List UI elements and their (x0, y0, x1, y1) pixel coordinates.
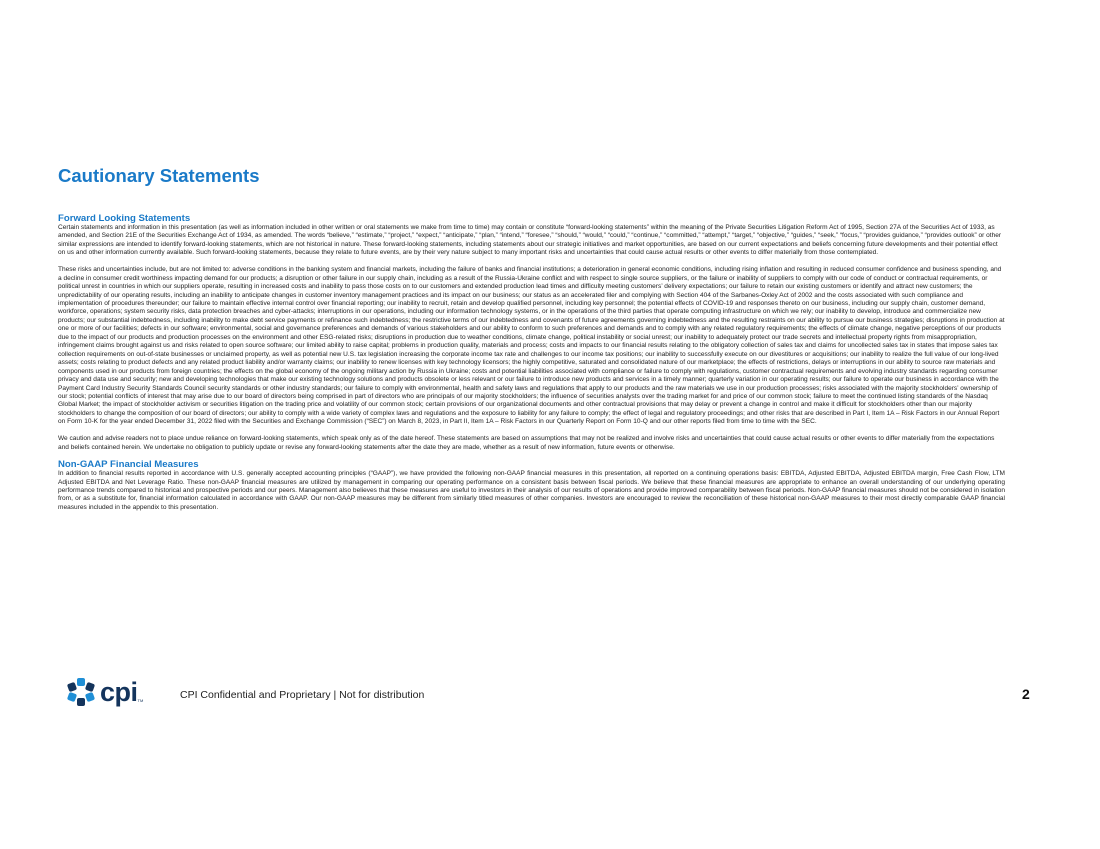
logo-petals (67, 678, 95, 706)
forward-looking-paragraph-3: We caution and advise readers not to place undue reliance on forward-looking statements, which speak only as of the date hereof. These statements are based on assumptions that may not be realized and involve risks and uncertainties that could cause actual results or other events to differ materially from the expectations and beliefs contained herein. We undertake no obligation to publicly update or revise any forward-looking statements after the date they are made, whether as a result of new information, future events or otherwise. (58, 435, 995, 451)
page-number: 2 (1022, 686, 1030, 702)
forward-looking-paragraph-1: Certain statements and information in this presentation (as well as information included in other written or oral statements we make from time to time) may contain or constitute “forward-looking statements” within the meaning of the Private Securities Litigation Reform Act of 1995, Section 27A of the Securities Act of 1933, as amended, and Section 21E of the Securities Exchange Act of 1934, as amended. The words “believe,” “estimate,” “project,” “expect,” “anticipate,” “plan,” “intend,” “foresee,” “should,” “would,” “could,” “continue,” “committed,” “attempt,” “target,” “objective,” “guides,” “seek,” “focus,” “provides guidance,” “provides outlook” or other similar expressions are intended to identify forward-looking statements, which are not historical in nature. These forward-looking statements, including statements about our strategic initiatives and market opportunities, are based on our current expectations and beliefs concerning future developments and their potential effect on us and other information currently available. Such forward-looking statements, because they relate to future events, are by their very nature subject to many important risks and uncertainties that could cause actual results or other events to differ materially from those contemplated. (58, 224, 1002, 257)
cpi-logo-mark-icon (66, 677, 96, 707)
logo-trademark: TM (137, 698, 144, 703)
logo-wordmark: cpi (100, 676, 138, 707)
forward-looking-heading: Forward Looking Statements (58, 213, 191, 224)
confidentiality-notice: CPI Confidential and Proprietary | Not for distribution (180, 689, 425, 701)
non-gaap-heading: Non-GAAP Financial Measures (58, 459, 199, 471)
forward-looking-paragraph-2: These risks and uncertainties include, but are not limited to: adverse conditions in the banking system and financial markets, including the failure of banks and financial institutions; a deterioration in general economic conditions, including rising inflation and resulting in reduced consumer confidence and business spending, and a decline in consumer credit worthiness impacting demand for our products; a disruption or other failure in our supply chain, including as a result of the Russia-Ukraine conflict and with respect to single source suppliers, or the failure or inability of suppliers to comply with our code of conduct or contractual requirements, or political unrest in countries in which our suppliers operate, resulting in increased costs and inability to pass those costs on to our customers and extended production lead times and difficulty meeting customers’ delivery expectations; our failure to retain our existing customers or identify and attract new customers; the unpredictability of our operating results, including an inability to anticipate changes in customer inventory management practices and its impact on our business; our status as an accelerated filer and complying with Section 404 of the Sarbanes-Oxley Act of 2002 and the costs associated with such compliance and implementation of procedures thereunder; our failure to maintain effective internal control over financial reporting; our inability to recruit, retain and develop qualified personnel, including key personnel; the potential effects of COVID-19 and responses thereto on our business, including our supply chain, customer demand, workforce, operations; system security risks, data protection breaches and cyber-attacks; interruptions in our operations, including our information technology systems, or in the operations of the third parties that operate computing infrastructure on which we rely; our inability to develop, introduce and commercialize new products; our substantial indebtedness, including inability to make debt service payments or refinance such indebtedness; the restrictive terms of our indebtedness and covenants of future agreements governing indebtedness and the resulting restraints on our ability to pursue our business strategies; disruptions in production at one or more of our facilities; defects in our software; environmental, social and governance preferences and demands of various stakeholders and our ability to conform to such preferences and demands and to comply with any related regulatory requirements; the effects of climate change, negative perceptions of our products due to the impact of our products and production processes on the environment and other ESG-related risks; disruptions in production due to weather conditions, climate change, political instability or social unrest; our inability to adequately protect our trade secrets and intellectual property rights from misappropriation, infringement claims brought against us and risks related to open source software; our limited ability to raise capital; problems in production quality, materials and process; costs and impacts to our financial results relating to the obligatory collection of sales tax and claims for uncollected sales tax in states that impose sales tax collection requirements on out-of-state businesses or unclaimed property, as well as potential new U.S. tax legislation increasing the corporate income tax rate and challenges to our income tax positions; our inability to successfully execute on our divestitures or acquisitions; our inability to realize the full value of our long-lived assets; costs relating to product defects and any related product liability and/or warranty claims; our inability to renew licenses with key technology licensors; the highly competitive, saturated and consolidated nature of our marketplace; the effects of restrictions, delays or interruptions in our ability to source raw materials and components used in our products from foreign countries; the effects on the global economy of the ongoing military action by Russia in Ukraine; costs and potential liabilities associated with compliance or failure to comply with regulations, customer contractual requirements and evolving industry standards regarding consumer privacy and data use and security; new and developing technologies that make our existing technology solutions and products obsolete or less relevant or our failure to introduce new products and services in a timely manner; quarterly variation in our operating results; our failure to operate our business in accordance with the Payment Card Industry Security Standards Council security standards or other industry standards; our failure to comply with environmental, health and safety laws and regulations that apply to our products and the raw materials we use in our production processes; risks associated with the majority stockholders’ ownership of our stock; potential conflicts of interest that may arise due to our board of directors being comprised in part of directors who are principals of our majority stockholders; the influence of securities analysts over the trading market for and price of our common stock; failure to meet the continued listing standards of the Nasdaq Global Market; the impact of stockholder activism or securities litigation on the trading price and volatility of our common stock; certain provisions of our organizational documents and other contractual provisions that may delay or prevent a change in control and make it difficult for stockholders other than our majority stockholders to change the composition of our board of directors; our ability to comply with a wide variety of complex laws and regulations and the exposure to liability for any failure to comply; the effect of legal and regulatory proceedings; and other risks that are described in Part I, Item 1A – Risk Factors in our Annual Report on Form 10-K for the year ended December 31, 2022 filed with the Securities and Exchange Commission (“SEC”) on March 8, 2023, in Part II, Item 1A – Risk Factors in our Quarterly Report on Form 10-Q and our other reports filed from time to time with the SEC. (58, 266, 1005, 426)
page-title: Cautionary Statements (58, 165, 260, 186)
content-body (58, 213, 1005, 512)
cpi-logo (66, 677, 143, 707)
non-gaap-paragraph: In addition to financial results reported in accordance with U.S. generally accepted accounting principles (“GAAP”), we have provided the following non-GAAP financial measures in this presentation, all reported on a continuing operations basis: EBITDA, Adjusted EBITDA, Adjusted EBITDA margin, Free Cash Flow, LTM Adjusted EBITDA and Net Leverage Ratio. These non-GAAP financial measures are utilized by management in comparing our operating performance on a consistent basis between fiscal periods. We believe that these financial measures are appropriate to enhance an overall understanding of our underlying operating performance trends compared to historical and prospective periods and our peers. Management also believes that these measures are useful to investors in their analysis of our results of operations and provide improved comparability between fiscal periods. Non-GAAP financial measures should not be considered in isolation from, or as a substitute for, financial information calculated in accordance with GAAP. Our non-GAAP measures may be different from similarly titled measures of other companies. Investors are encouraged to review the reconciliation of these historical non-GAAP measures to their most directly comparable GAAP financial measures included in the appendix to this presentation. (58, 470, 1005, 511)
